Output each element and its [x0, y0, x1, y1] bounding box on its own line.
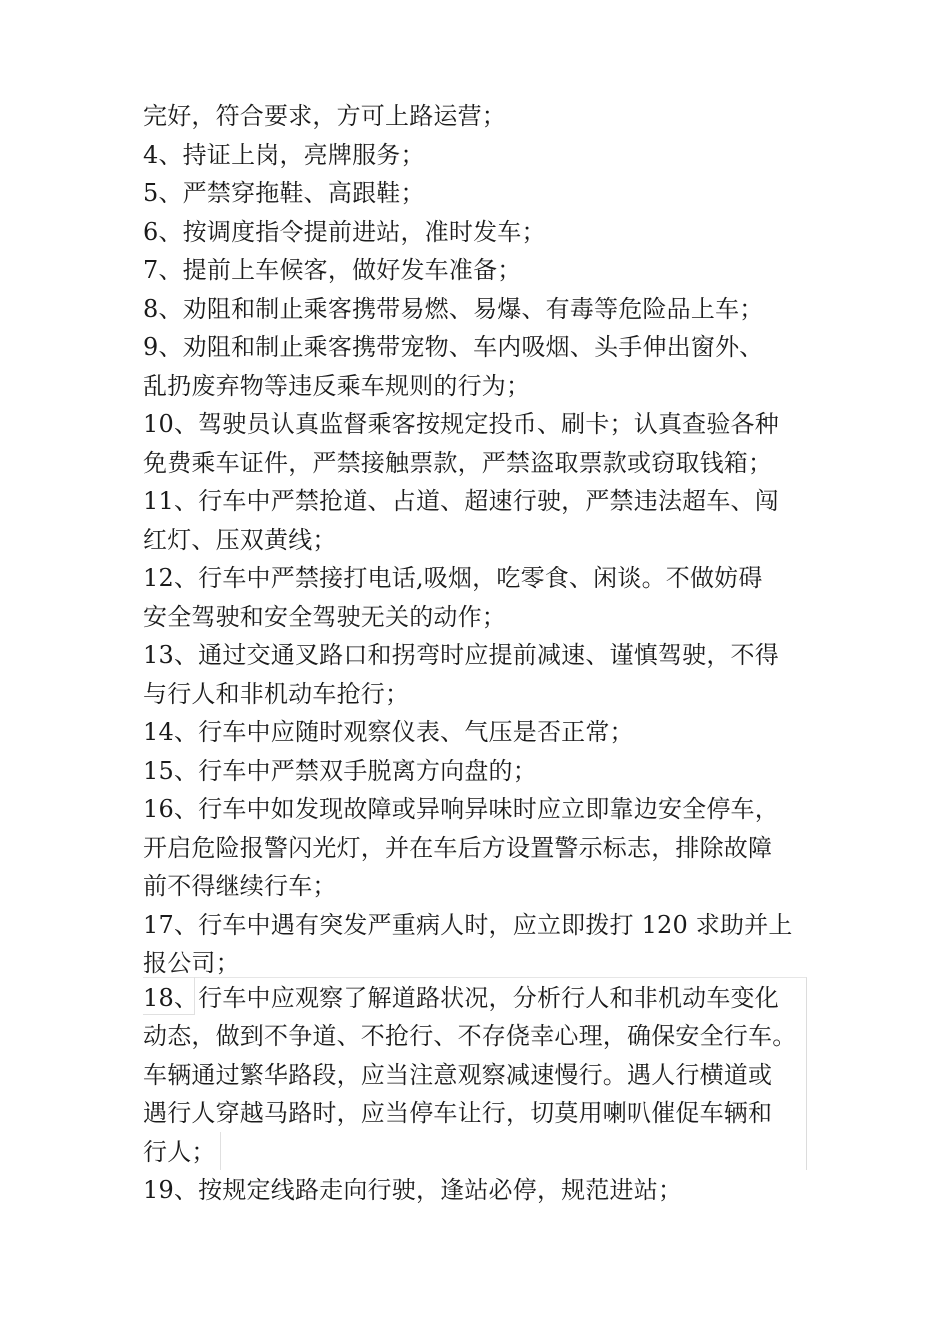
text-line: 16、行车中如发现故障或异响异味时应立即靠边安全停车，	[143, 795, 779, 823]
text-line: 乱扔废弃物等违反乘车规则的行为；	[143, 372, 531, 400]
text-line: 6、按调度指令提前进站，准时发车；	[143, 218, 546, 246]
text-line: 完好，符合要求，方可上路运营；	[143, 102, 506, 130]
text-line: 与行人和非机动车抢行；	[143, 680, 410, 708]
text-line: 前不得继续行车；	[143, 872, 337, 900]
text-line: 红灯、压双黄线；	[143, 526, 337, 554]
text-line: 行人；	[143, 1138, 216, 1166]
text-line: 11、行车中严禁抢道、占道、超速行驶，严禁违法超车、闯	[143, 487, 779, 515]
text-line: 4、持证上岗，亮牌服务；	[143, 141, 425, 169]
text-line: 13、通过交通叉路口和拐弯时应提前减速、谨慎驾驶，不得	[143, 641, 779, 669]
text-line: 10、驾驶员认真监督乘客按规定投币、刷卡；认真查验各种	[143, 410, 779, 438]
text-line: 车辆通过繁华路段，应当注意观察减速慢行。遇人行横道或	[143, 1061, 773, 1089]
text-line: 19、按规定线路走向行驶，逢站必停，规范进站；	[143, 1176, 683, 1204]
text-line: 开启危险报警闪光灯，并在车后方设置警示标志，排除故障	[143, 834, 773, 862]
text-line: 安全驾驶和安全驾驶无关的动作；	[143, 603, 506, 631]
text-line: 12、行车中严禁接打电话,吸烟，吃零食、闲谈。不做妨碍	[143, 564, 763, 592]
text-line: 14、行车中应随时观察仪表、气压是否正常；	[143, 718, 634, 746]
text-line: 免费乘车证件，严禁接触票款，严禁盗取票款或窃取钱箱；	[143, 449, 773, 477]
text-line: 15、行车中严禁双手脱离方向盘的；	[143, 757, 537, 785]
text-line: 17、行车中遇有突发严重病人时，应立即拨打 120 求助并上	[143, 911, 793, 939]
text-line: 7、提前上车候客，做好发车准备；	[143, 256, 522, 284]
text-line: 5、严禁穿拖鞋、高跟鞋；	[143, 179, 425, 207]
text-line: 动态，做到不争道、不抢行、不存侥幸心理，确保安全行车。	[143, 1022, 797, 1050]
text-line: 8、劝阻和制止乘客携带易燃、易爆、有毒等危险品上车；	[143, 295, 764, 323]
text-line: 遇行人穿越马路时，应当停车让行，切莫用喇叭催促车辆和	[143, 1099, 773, 1127]
text-line: 18、行车中应观察了解道路状况，分析行人和非机动车变化	[143, 984, 779, 1012]
text-line: 9、劝阻和制止乘客携带宠物、车内吸烟、头手伸出窗外、	[143, 333, 764, 361]
text-line: 报公司；	[143, 949, 240, 977]
